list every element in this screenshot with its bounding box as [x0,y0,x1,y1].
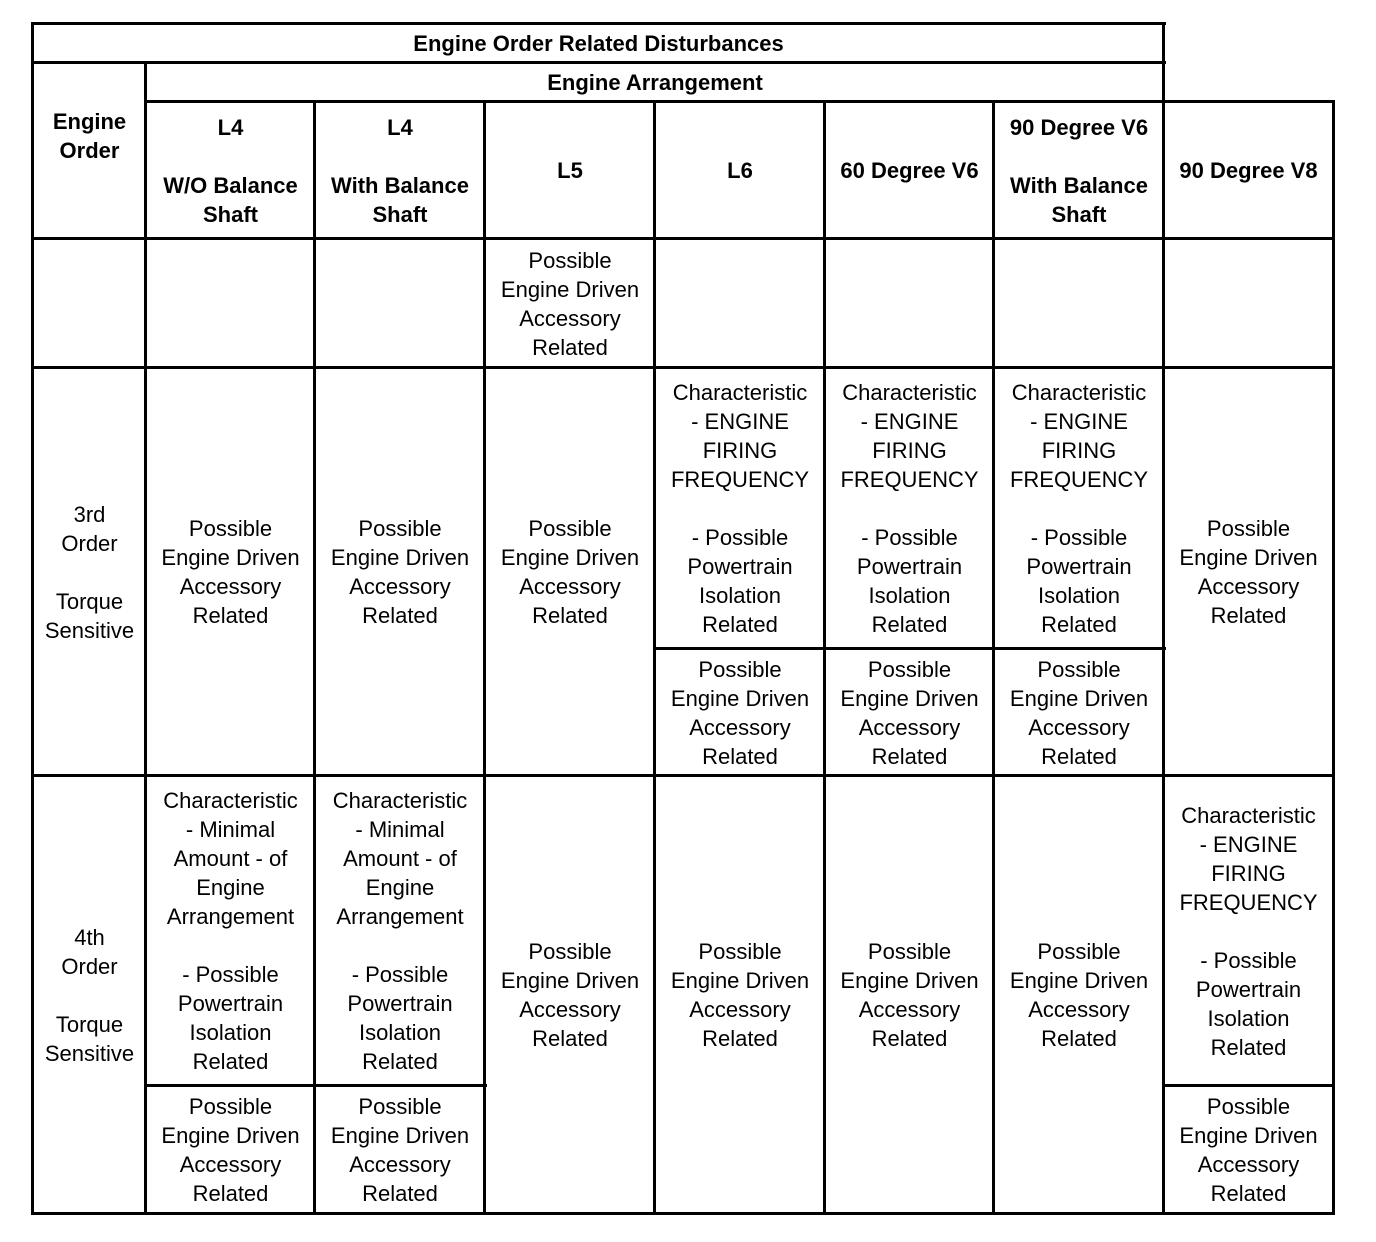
row3-l4-with-accessory: Possible Engine Driven Accessory Related [330,516,470,628]
row4-l4-wo-minimal: Characteristic - Minimal Amount - of Engine Arrangement - Possible Powertrain Isolation Related [163,788,298,1074]
row4-90v6-accessory: Possible Engine Driven Accessory Related [1009,939,1149,1051]
row3-l5-accessory: Possible Engine Driven Accessory Related [500,516,640,628]
engine-order-header: Engine Order [52,109,127,163]
grid-line [483,100,486,1215]
row3-l4-wo-accessory: Possible Engine Driven Accessory Related [161,516,300,628]
row4-l4-wo-accessory: Possible Engine Driven Accessory Related [161,1094,300,1206]
grid-line [653,647,1166,650]
row-label-first [33,239,146,368]
grid-line [1162,22,1165,1215]
grid-line [313,100,316,1215]
grid-line [144,61,147,1215]
grid-line [31,366,1335,369]
grid-line [992,100,995,1215]
grid-line [31,22,34,1215]
row4-l4-with-accessory: Possible Engine Driven Accessory Related [330,1094,470,1206]
row4-60v6-accessory: Possible Engine Driven Accessory Related [840,939,979,1051]
column-header-90-v8: 90 Degree V8 [1179,158,1318,183]
row3-90v8-accessory: Possible Engine Driven Accessory Related [1179,516,1318,628]
row3-90v6-firing: Characteristic - ENGINE FIRING FREQUENCY - Possible Powertrain Isolation Related [1009,380,1149,637]
column-header-90-v6: 90 Degree V6 With Balance Shaft [1009,114,1149,227]
grid-line [144,100,1335,103]
row4-l6-accessory: Possible Engine Driven Accessory Related [670,939,810,1051]
row3-90v6-accessory: Possible Engine Driven Accessory Related [1009,656,1149,769]
row3-l6-firing: Characteristic - ENGINE FIRING FREQUENCY - Possible Powertrain Isolation Related [670,380,810,637]
grid-line [653,100,656,1215]
column-header-l6: L6 [727,158,753,183]
grid-line [31,22,1166,25]
grid-line [31,774,1335,777]
column-header-l5: L5 [557,158,583,183]
column-header-60-v6: 60 Degree V6 [840,158,979,183]
row4-90v8-accessory: Possible Engine Driven Accessory Related [1179,1094,1318,1206]
engine-arrangement-header: Engine Arrangement [547,70,763,95]
row-label-3rd-order: 3rd Order Torque Sensitive [44,501,135,643]
column-header-l4-wo-balance: L4 W/O Balance Shaft [163,114,298,227]
grid-line [31,1212,1335,1215]
row3-60v6-accessory: Possible Engine Driven Accessory Related [840,656,979,769]
column-header-l4-with-balance: L4 With Balance Shaft [331,114,469,227]
row3-l6-accessory: Possible Engine Driven Accessory Related [670,656,810,769]
row4-l4-with-minimal: Characteristic - Minimal Amount - of Engine Arrangement - Possible Powertrain Isolation Related [332,788,468,1074]
row4-90v8-firing: Characteristic - ENGINE FIRING FREQUENCY - Possible Powertrain Isolation Related [1179,802,1318,1060]
row3-60v6-firing: Characteristic - ENGINE FIRING FREQUENCY - Possible Powertrain Isolation Related [840,380,979,637]
row1-l5-accessory: Possible Engine Driven Accessory Related [500,247,640,360]
grid-line [31,61,1166,64]
row4-l5-accessory: Possible Engine Driven Accessory Related [500,939,640,1051]
grid-line [1332,100,1335,1215]
grid-line [31,237,1335,240]
table-title: Engine Order Related Disturbances [413,31,784,56]
row-label-4th-order: 4th Order Torque Sensitive [44,924,135,1066]
grid-line [1162,1084,1335,1087]
grid-line [823,100,826,1215]
